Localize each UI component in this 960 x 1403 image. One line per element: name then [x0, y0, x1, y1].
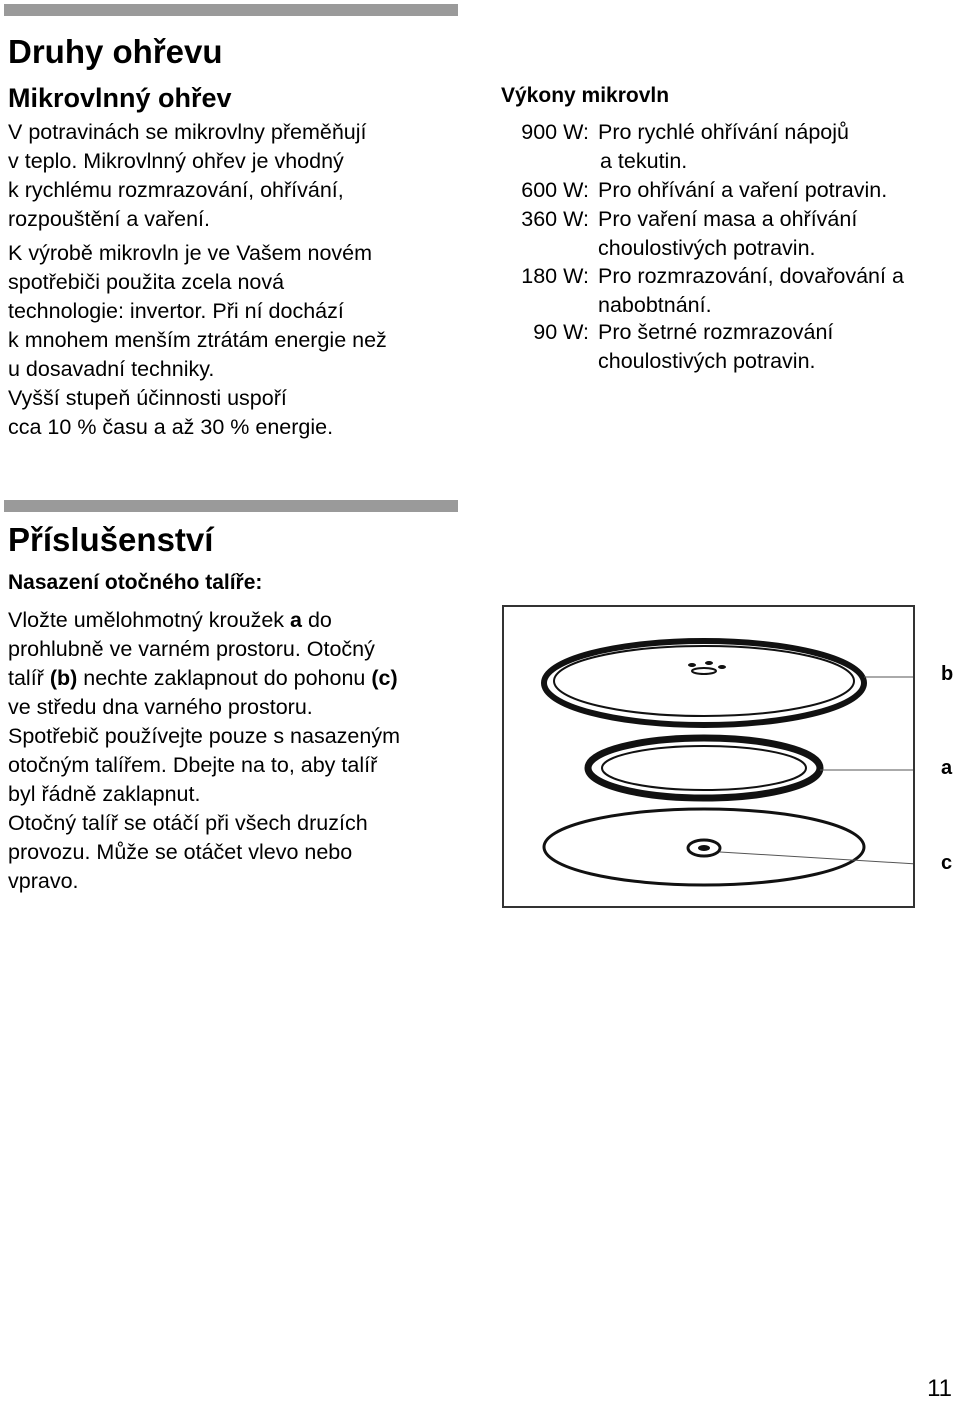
section-title-microwave: Mikrovlnný ohřev: [8, 83, 232, 113]
figure-label-a: a: [941, 757, 953, 779]
power-text: Pro rychlé ohřívání nápojů a tekutin.: [598, 120, 849, 173]
power-text: Pro rozmrazování, dovařování a nabobtnání.: [598, 264, 904, 317]
power-watt: 900 W:: [521, 120, 589, 144]
plate-notch: [688, 663, 696, 667]
section-rule: [4, 500, 458, 512]
figure-label-b: b: [941, 663, 954, 685]
power-text: Pro vaření masa a ohřívání choulostivých potravin.: [598, 207, 858, 260]
plate-notch: [718, 665, 726, 669]
turntable-instructions: Vložte umělohmotný kroužek a do prohlubně ve varném prostoru. Otočný talíř (b) nechte zaklapnout do pohonu (c) ve středu dna varného prostoru. Spotřebič používejte pouze s nasazeným otočným talířem. Dbejte na to, aby talíř byl řádně zaklapnut. Otočný talíř se otáčí při všech druzích provozu. Může se otáčet vlevo nebo vpravo.: [8, 608, 401, 893]
figure-label-c: c: [941, 852, 953, 874]
power-watt: 360 W:: [521, 207, 589, 231]
turntable-illustration: [504, 607, 913, 906]
drive-coupler-center: [698, 845, 710, 851]
accessories-title: Příslušenství: [8, 521, 214, 558]
page-title: Druhy ohřevu: [8, 33, 223, 70]
plate-notch: [692, 668, 716, 674]
turntable-plate-inner-edge: [554, 646, 854, 716]
power-watt: 600 W:: [521, 178, 589, 202]
section-title-power: Výkony mikrovln: [501, 84, 670, 107]
turntable-subtitle: Nasazení otočného talíře:: [8, 571, 263, 594]
power-watt: 90 W:: [533, 320, 589, 344]
microwave-paragraph-1: V potravinách se mikrovlny přeměňují v teplo. Mikrovlnný ohřev je vhodný k rychlému rozmrazování, ohřívání, rozpouštění a vaření.: [8, 120, 367, 231]
power-text: Pro šetrné rozmrazování choulostivých potravin.: [598, 320, 834, 373]
turntable-diagram: [502, 605, 915, 908]
leader-line-c: [720, 852, 913, 865]
page-number: 11: [927, 1375, 952, 1402]
power-text: Pro ohřívání a vaření potravin.: [598, 178, 888, 202]
top-rule: [4, 4, 458, 16]
microwave-paragraph-2: K výrobě mikrovln je ve Vašem novém spotřebiči použita zcela nová technologie: invertor. Při ní dochází k mnohem menším ztrátám energie než u dosavadní techniky. Vyšší stupeň účinnosti uspoří cca 10 % času a až 30 % energie.: [8, 241, 387, 439]
plate-notch: [705, 661, 713, 665]
turntable-plate: [544, 641, 864, 725]
roller-ring-inner: [602, 746, 806, 790]
power-watt: 180 W:: [521, 264, 589, 288]
